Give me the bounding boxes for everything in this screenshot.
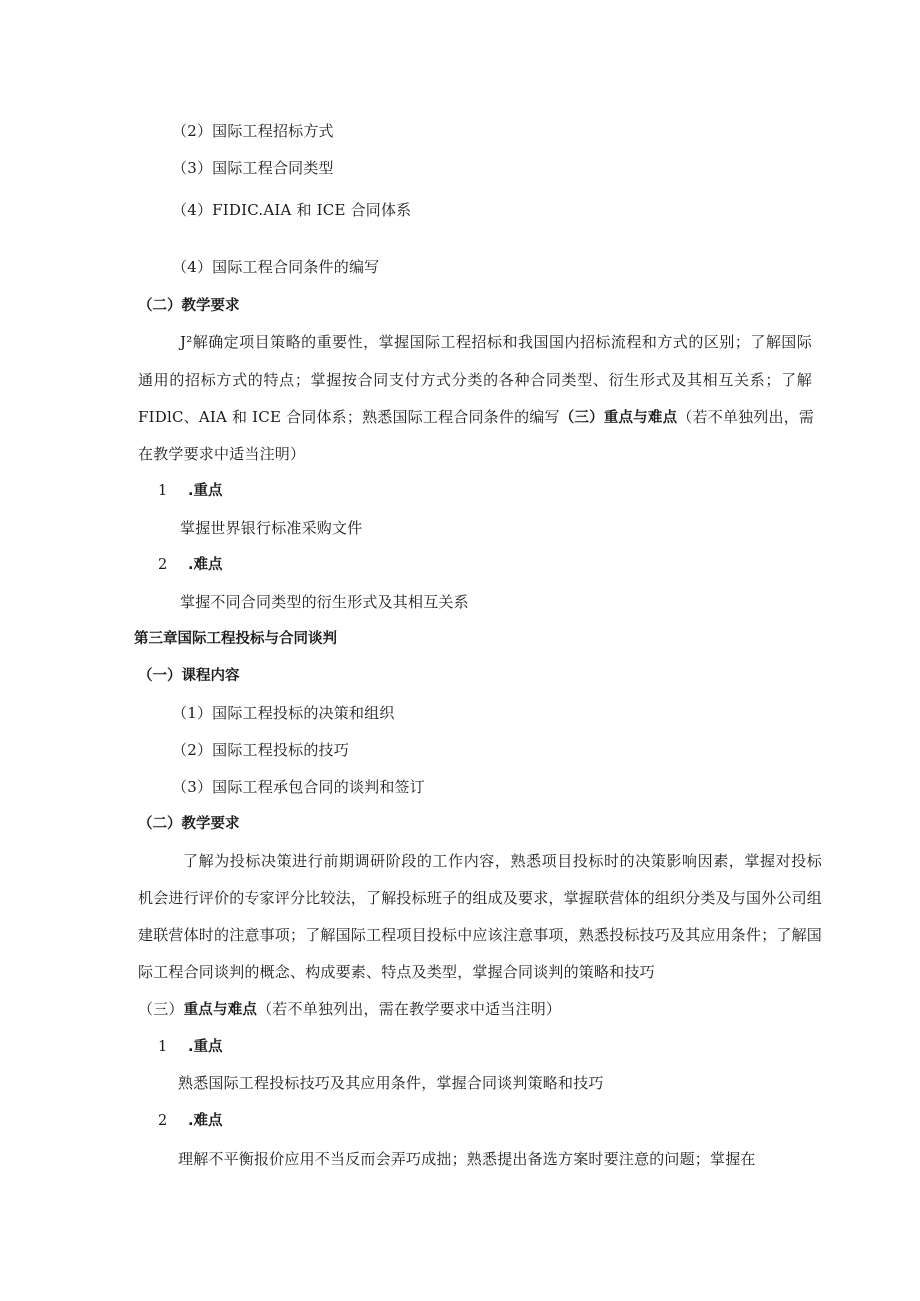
item-label: .重点 (188, 1039, 223, 1055)
chapter-title: 第三章国际工程投标与合同谈判 (134, 631, 337, 647)
difficulty-text: 掌握不同合同类型的衍生形式及其相互关系 (180, 593, 469, 611)
list-item: （3）国际工程承包合同的谈判和签订 (172, 778, 425, 796)
list-item: （2）国际工程招标方式 (172, 122, 334, 140)
difficulty-text: 理解不平衡报价应用不当反而会弄巧成拙；熟悉提出备选方案时要注意的问题；掌握在 (178, 1150, 756, 1168)
key-point-label (158, 481, 223, 501)
item-number: 1 (158, 1039, 168, 1055)
paragraph-line: 机会进行评价的专家评分比较法，了解投标班子的组成及要求，掌握联营体的组织分类及与国外公司组 (138, 889, 823, 907)
list-item: （4）FIDIC.AIA 和 ICE 合同体系 (172, 201, 412, 219)
item-number: 2 (158, 1113, 168, 1129)
difficulty-label (158, 1111, 223, 1131)
teaching-requirements-heading: （二）教学要求 (138, 816, 240, 832)
keypoints-prefix: （三） (138, 1000, 184, 1018)
paragraph-text: （若不单独列出，需 (677, 408, 815, 426)
keypoints-note: （若不单独列出，需在教学要求中适当注明） (257, 1000, 562, 1018)
paragraph-line: 际工程合同谈判的概念、构成要素、特点及类型，掌握合同谈判的策略和技巧 (138, 963, 655, 981)
paragraph-text: FIDlC、AIA 和 ICE 合同体系；熟悉国际工程合同条件的编写 (138, 408, 560, 426)
paragraph-line-mixed (138, 407, 814, 428)
item-label: .难点 (188, 557, 223, 573)
key-point-label (158, 1037, 223, 1057)
list-item: （3）国际工程合同类型 (172, 159, 334, 177)
difficulty-label (158, 555, 223, 575)
keypoints-heading (138, 999, 561, 1020)
key-point-text: 掌握世界银行标准采购文件 (180, 519, 363, 537)
item-label: .难点 (188, 1113, 223, 1129)
item-number: 1 (158, 483, 168, 499)
teaching-requirements-heading: （二）教学要求 (138, 298, 240, 314)
list-item: （1）国际工程投标的决策和组织 (172, 704, 395, 722)
item-number: 2 (158, 557, 168, 573)
keypoints-title: 重点与难点 (183, 1002, 258, 1018)
paragraph-line: 在教学要求中适当注明） (138, 445, 306, 463)
course-content-heading: （一）课程内容 (138, 668, 240, 684)
paragraph-line: 建联营体时的注意事项；了解国际工程项目投标中应该注意事项，熟悉投标技巧及其应用条件；了解国 (138, 926, 823, 944)
keypoints-heading-inline: （三）重点与难点 (559, 410, 678, 426)
key-point-text: 熟悉国际工程投标技巧及其应用条件，掌握合同谈判策略和技巧 (178, 1074, 604, 1092)
list-item: （4）国际工程合同条件的编写 (172, 258, 380, 276)
paragraph-line: J²解确定项目策略的重要性，掌握国际工程招标和我国国内招标流程和方式的区别；了解国际 (180, 333, 812, 351)
paragraph-line: 通用的招标方式的特点；掌握按合同支付方式分类的各种合同类型、衍生形式及其相互关系；了解 (138, 371, 812, 389)
list-item: （2）国际工程投标的技巧 (172, 741, 349, 759)
item-label: .重点 (188, 483, 223, 499)
paragraph-line: 了解为投标决策进行前期调研阶段的工作内容，熟悉项目投标时的决策影响因素，掌握对投标 (183, 852, 822, 870)
